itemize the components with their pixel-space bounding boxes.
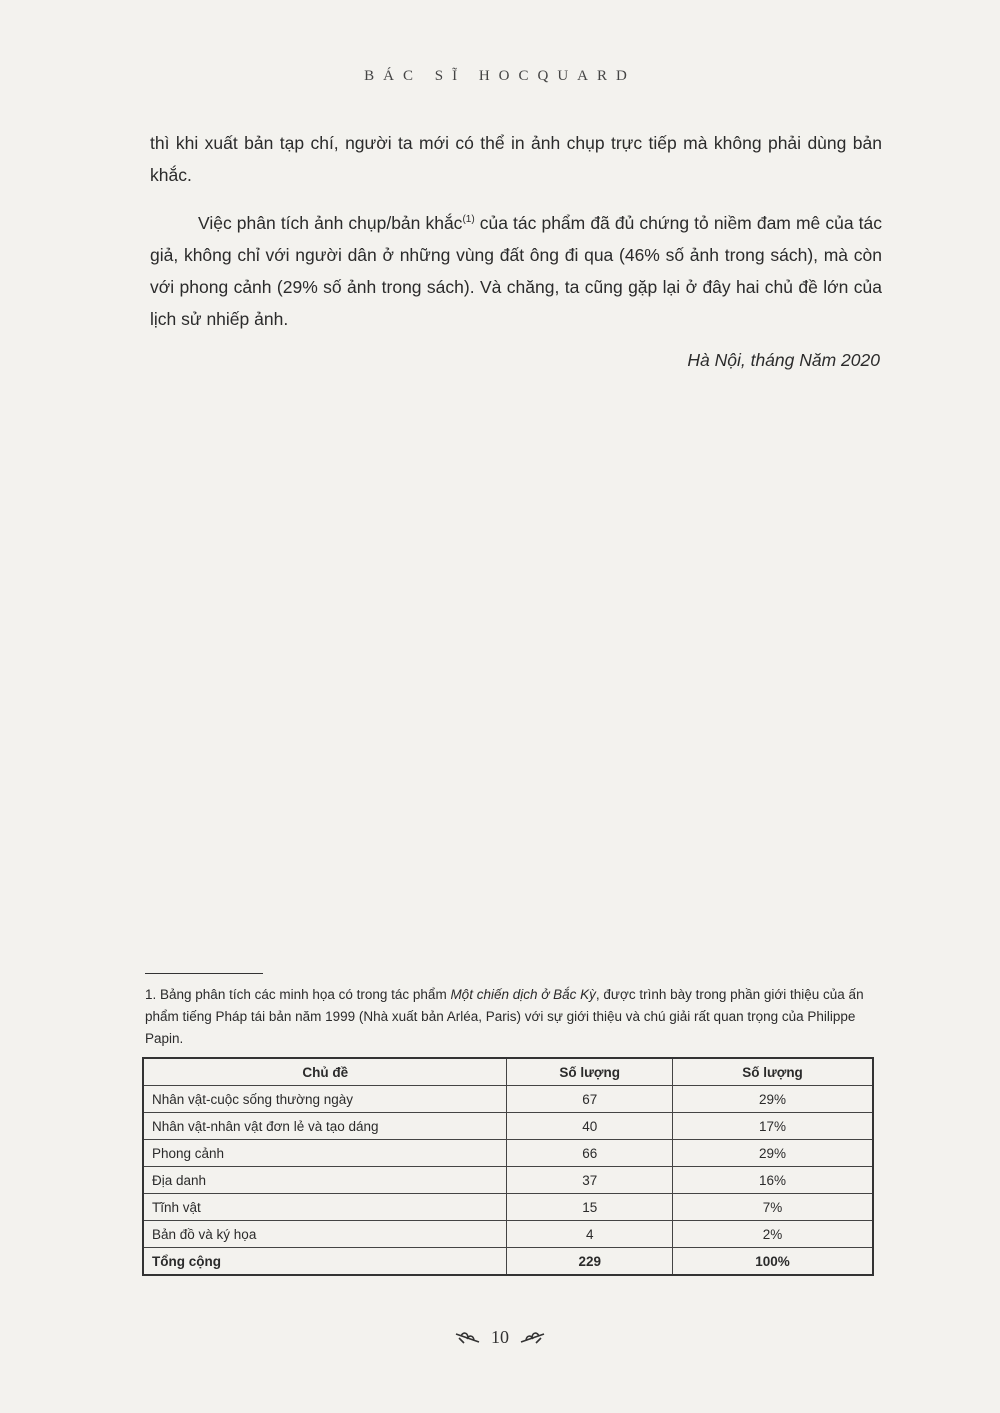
table-row (143, 1194, 873, 1221)
row-percent: 16% (673, 1167, 874, 1194)
header-count: Số lượng (507, 1058, 673, 1086)
footnote-lead: 1. Bảng phân tích các minh họa có trong tác phẩm (145, 987, 451, 1002)
paragraph-2 (150, 207, 882, 335)
paragraph-1: thì khi xuất bản tạp chí, người ta mới có thể in ảnh chụp trực tiếp mà không phải dùng bản khắc. (150, 133, 882, 185)
page-footer (0, 1327, 1000, 1348)
row-count: 67 (507, 1086, 673, 1113)
page-number: 10 (491, 1327, 509, 1347)
illustration-analysis-table (142, 1057, 874, 1276)
row-topic: Phong cảnh (143, 1140, 507, 1167)
row-count: 40 (507, 1113, 673, 1140)
table-row (143, 1113, 873, 1140)
header-percent: Số lượng (673, 1058, 874, 1086)
signoff-place-date: Hà Nội, tháng Năm 2020 (687, 350, 880, 370)
body-text (150, 127, 882, 335)
table-row (143, 1140, 873, 1167)
table-row (143, 1086, 873, 1113)
total-label: Tổng cộng (143, 1248, 507, 1276)
table-header-row (143, 1058, 873, 1086)
row-topic: Tĩnh vật (143, 1194, 507, 1221)
footnote-divider (145, 973, 263, 974)
table-row (143, 1167, 873, 1194)
row-percent: 7% (673, 1194, 874, 1221)
illustration-table-wrapper (142, 1057, 874, 1276)
footnote (145, 984, 877, 1050)
row-topic: Địa danh (143, 1167, 507, 1194)
total-percent: 100% (673, 1248, 874, 1276)
footnote-reference: (1) (462, 214, 475, 225)
row-topic: Bản đồ và ký họa (143, 1221, 507, 1248)
left-leaf-ornament-icon (455, 1331, 481, 1345)
running-head: BÁC SĨ HOCQUARD (364, 68, 636, 84)
row-count: 4 (507, 1221, 673, 1248)
footnote-book-title: Một chiến dịch ở Bắc Kỳ (450, 987, 596, 1002)
row-percent: 2% (673, 1221, 874, 1248)
paragraph-2-rest: của tác phẩm đã đủ chứng tỏ niềm đam mê của tác giả, không chỉ với người dân ở những vùng đất ông đi qua (46% số ảnh trong sách), mà còn với phong cảnh (29% số ảnh trong sách). Và chăng, ta cũng gặp lại ở đây hai chủ đề lớn của lịch sử nhiếp ảnh. (150, 213, 882, 329)
right-leaf-ornament-icon (519, 1331, 545, 1345)
row-count: 37 (507, 1167, 673, 1194)
paragraph-2-start: Việc phân tích ảnh chụp/bản khắc (198, 213, 463, 233)
table-total-row (143, 1248, 873, 1276)
row-percent: 29% (673, 1140, 874, 1167)
header-topic: Chủ đề (143, 1058, 507, 1086)
total-count: 229 (507, 1248, 673, 1276)
footnote-tail: , được trình bày trong phần giới thiệu của ấn phẩm tiếng Pháp tái bản năm 1999 (Nhà xuất bản Arléa, Paris) với sự giới thiệu và chú giải rất quan trọng của Philippe Papin. (145, 987, 864, 1046)
row-topic: Nhân vật-nhân vật đơn lẻ và tạo dáng (143, 1113, 507, 1140)
row-count: 15 (507, 1194, 673, 1221)
row-count: 66 (507, 1140, 673, 1167)
row-percent: 17% (673, 1113, 874, 1140)
row-topic: Nhân vật-cuộc sống thường ngày (143, 1086, 507, 1113)
row-percent: 29% (673, 1086, 874, 1113)
table-row (143, 1221, 873, 1248)
